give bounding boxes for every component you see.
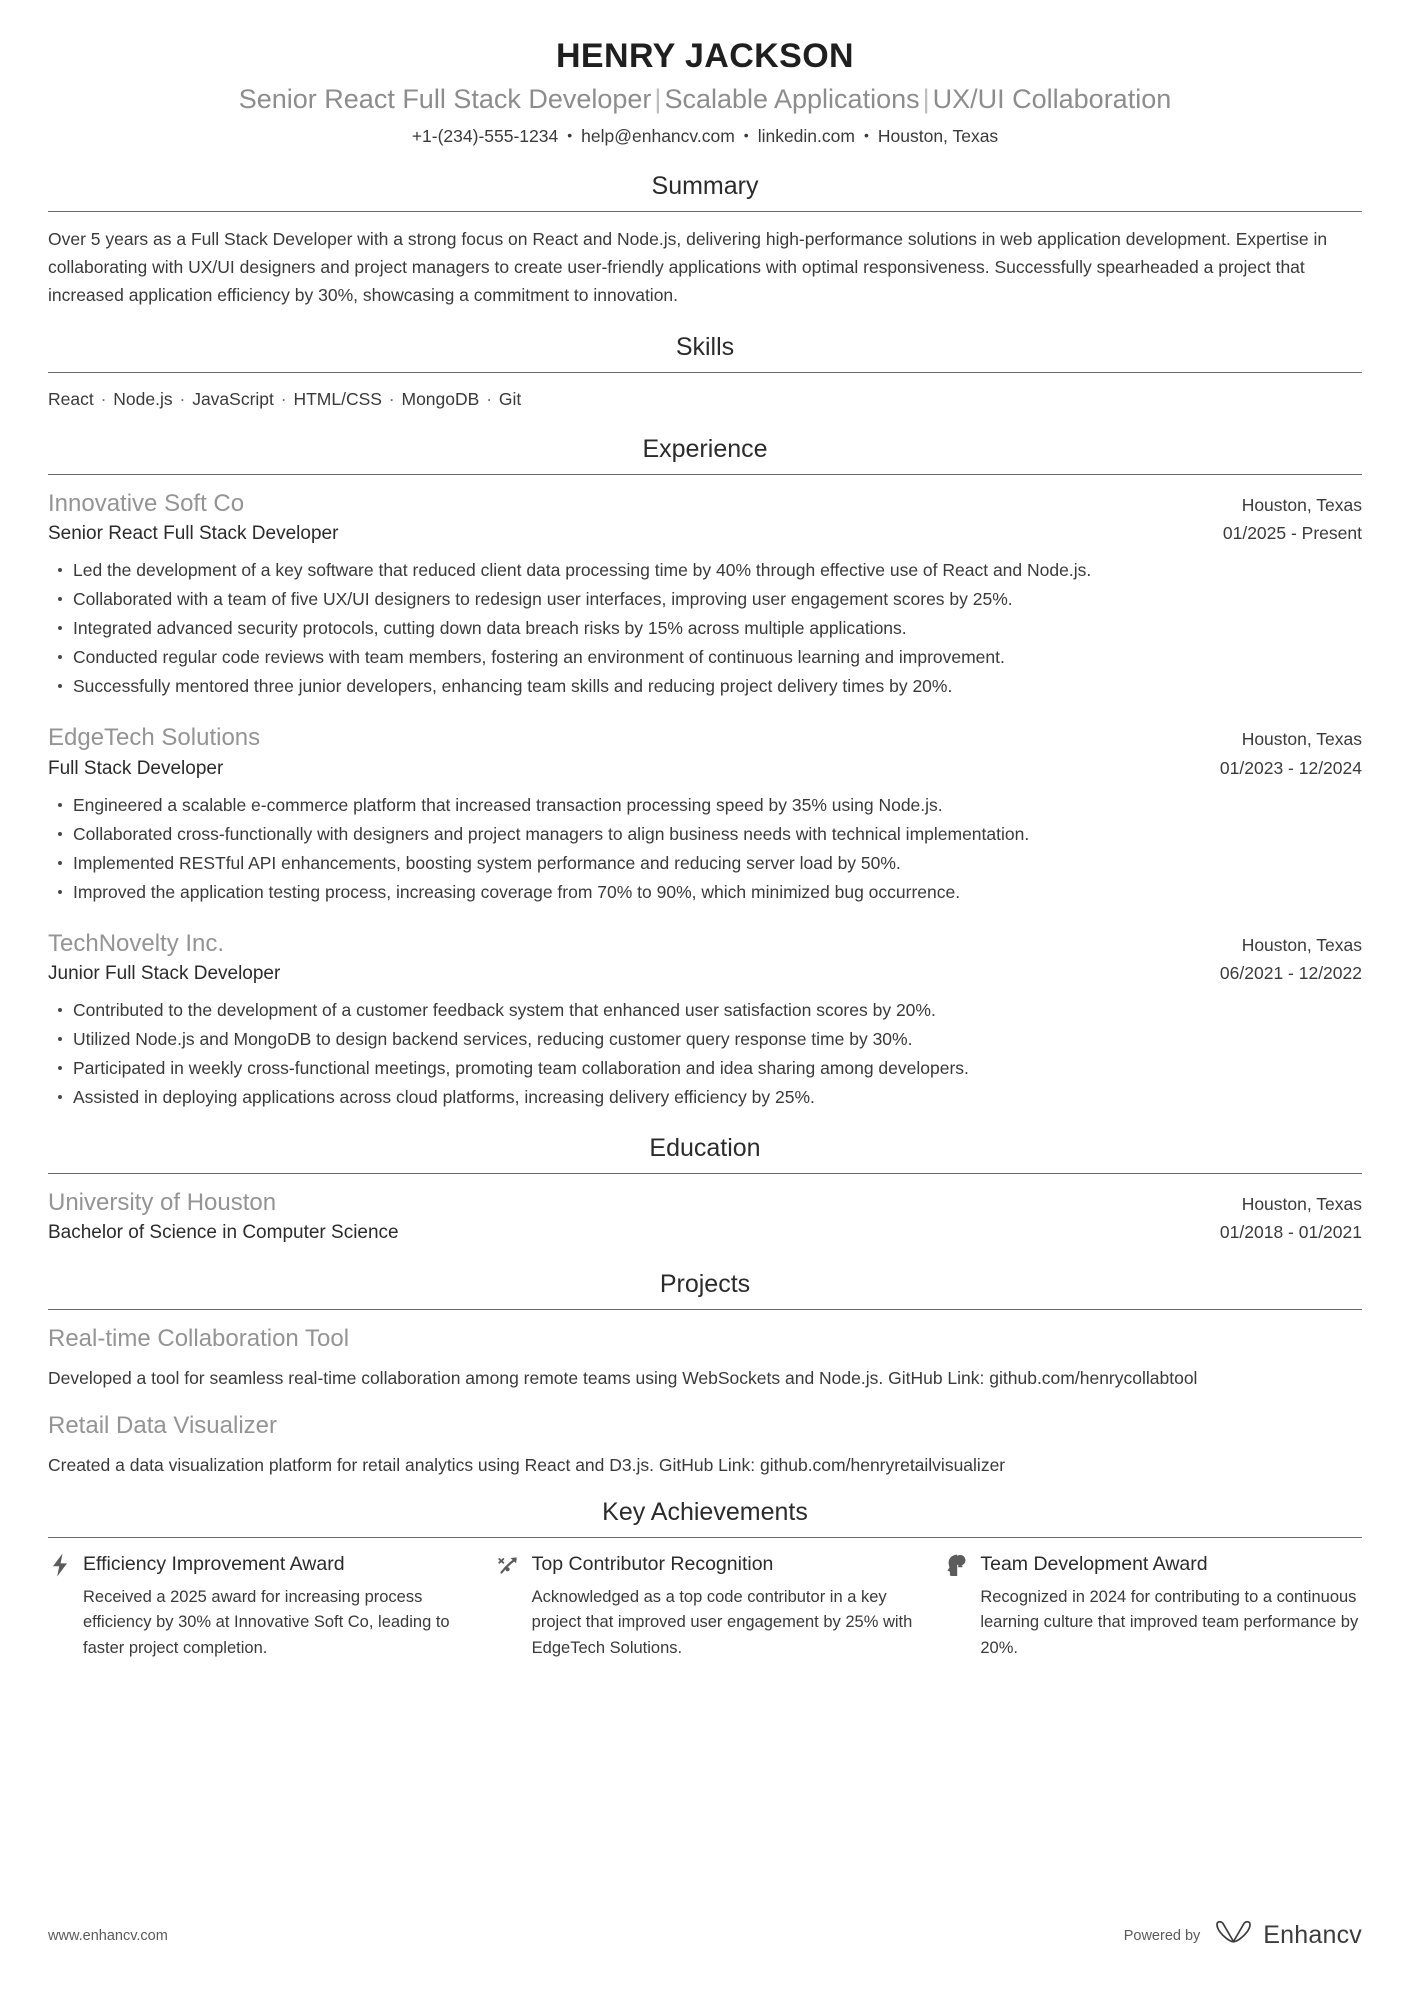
project-name: Real-time Collaboration Tool [48, 1324, 350, 1352]
employment-dates: 06/2021 - 12/2022 [1219, 962, 1362, 983]
project-entry [48, 1410, 1362, 1479]
experience-entry-header [48, 488, 1362, 520]
project-entry [48, 1323, 1362, 1392]
degree-title: Bachelor of Science in Computer Science [48, 1222, 399, 1244]
skill-separator: · [383, 388, 400, 409]
headline-part-2: Scalable Applications [664, 84, 920, 115]
experience-entry-header [48, 928, 1362, 960]
achievement-header [497, 1552, 914, 1578]
experience-entry-header [48, 722, 1362, 754]
achievement-title: Top Contributor Recognition [531, 1552, 774, 1575]
responsibility-list [48, 791, 1362, 906]
footer-website-url[interactable]: www.enhancv.com [48, 1927, 168, 1944]
section-experience [48, 434, 1362, 1111]
skill-item: MongoDB [401, 388, 480, 409]
headline-part-1: Senior React Full Stack Developer [238, 84, 652, 115]
project-name: Retail Data Visualizer [48, 1411, 277, 1439]
enhancv-wordmark: Enhancv [1263, 1921, 1362, 1949]
headline-separator-2: | [922, 84, 930, 115]
achievement-card [497, 1552, 914, 1662]
education-dates: 01/2018 - 01/2021 [1219, 1222, 1362, 1243]
contact-email[interactable]: help@enhancv.com [581, 126, 735, 147]
section-skills [48, 332, 1362, 412]
powered-by-label: Powered by [1123, 1927, 1201, 1944]
achievement-header [945, 1552, 1362, 1578]
experience-entry-subheader [48, 756, 1362, 782]
company-name: EdgeTech Solutions [48, 724, 261, 752]
responsibility-item: Led the development of a key software that reduced client data processing time by 40% through effective use of React and Node.js. [48, 556, 1362, 584]
education-entry [48, 1187, 1362, 1246]
school-location: Houston, Texas [1241, 1194, 1362, 1215]
employment-dates: 01/2023 - 12/2024 [1219, 757, 1362, 778]
achievement-description: Recognized in 2024 for contributing to a continuous learning culture that improved team performance by 20%. [980, 1587, 1359, 1657]
job-title: Full Stack Developer [48, 757, 224, 779]
skill-item: HTML/CSS [293, 388, 382, 409]
trending-up-arrow-icon [497, 1552, 521, 1578]
responsibility-item: Engineered a scalable e-commerce platform that increased transaction processing speed by 35% using Node.js. [48, 791, 1362, 819]
contact-dot-1: • [567, 127, 573, 144]
responsibility-list [48, 556, 1362, 700]
section-title-achievements: Key Achievements [602, 1497, 808, 1526]
contact-linkedin[interactable]: linkedin.com [757, 126, 855, 147]
achievement-card [48, 1552, 465, 1662]
company-location: Houston, Texas [1241, 495, 1362, 516]
section-projects [48, 1269, 1362, 1479]
project-description: Created a data visualization platform for retail analytics using React and D3.js. GitHub Link: github.com/henryretailvisualizer [48, 1454, 1006, 1475]
responsibility-item: Collaborated cross-functionally with designers and project managers to align business needs with technical implementation. [48, 820, 1362, 848]
employment-dates: 01/2025 - Present [1222, 523, 1362, 544]
education-entry-subheader [48, 1220, 1362, 1246]
resume-header [48, 34, 1362, 149]
experience-entry [48, 488, 1362, 700]
project-description: Developed a tool for seamless real-time collaboration among remote teams using WebSockets and Node.js. GitHub Link: github.com/henrycollabtool [48, 1367, 1198, 1388]
section-title-skills: Skills [675, 332, 735, 361]
section-title-projects: Projects [659, 1269, 751, 1298]
skill-item: React [48, 388, 94, 409]
education-entries [48, 1174, 1362, 1246]
skill-separator: · [95, 388, 112, 409]
job-title: Senior React Full Stack Developer [48, 523, 339, 545]
skill-separator: · [275, 388, 292, 409]
candidate-name: HENRY JACKSON [555, 37, 855, 75]
job-title: Junior Full Stack Developer [48, 962, 281, 984]
skill-separator: · [481, 388, 497, 409]
lightning-bolt-icon [48, 1552, 72, 1578]
section-education [48, 1133, 1362, 1246]
section-title-summary: Summary [651, 171, 759, 200]
enhancv-mark-icon [1214, 1920, 1254, 1951]
achievement-description: Received a 2025 award for increasing process efficiency by 30% at Innovative Soft Co, leading to faster project completion. [83, 1587, 450, 1657]
responsibility-item: Integrated advanced security protocols, cutting down data breach risks by 15% across multiple applications. [48, 614, 1362, 642]
achievement-card [945, 1552, 1362, 1662]
contact-dot-2: • [743, 127, 749, 144]
contact-line [48, 124, 1362, 149]
achievement-cards [48, 1538, 1362, 1662]
candidate-headline [48, 82, 1362, 117]
achievement-title: Team Development Award [980, 1552, 1208, 1575]
responsibility-item: Collaborated with a team of five UX/UI designers to redesign user interfaces, improving user engagement scores by 25%. [48, 585, 1362, 613]
skill-item: Node.js [113, 388, 173, 409]
skill-separator: · [174, 388, 191, 409]
school-name: University of Houston [48, 1189, 277, 1217]
responsibility-item: Participated in weekly cross-functional meetings, promoting team collaboration and idea sharing among developers. [48, 1054, 1362, 1082]
responsibility-item: Successfully mentored three junior developers, enhancing team skills and reducing project delivery times by 20%. [48, 672, 1362, 700]
responsibility-item: Contributed to the development of a customer feedback system that enhanced user satisfaction scores by 20%. [48, 996, 1362, 1024]
responsibility-item: Implemented RESTful API enhancements, boosting system performance and reducing server load by 50%. [48, 849, 1362, 877]
skill-item: Git [498, 388, 522, 409]
headline-part-3: UX/UI Collaboration [932, 84, 1172, 115]
company-name: Innovative Soft Co [48, 490, 245, 518]
responsibility-item: Conducted regular code reviews with team members, fostering an environment of continuous learning and improvement. [48, 643, 1362, 671]
responsibility-item: Improved the application testing process, increasing coverage from 70% to 90%, which minimized bug occurrence. [48, 878, 1362, 906]
enhancv-logo [1214, 1920, 1362, 1951]
education-entry-header [48, 1187, 1362, 1219]
experience-entry [48, 928, 1362, 1111]
section-achievements [48, 1497, 1362, 1662]
responsibility-list [48, 996, 1362, 1111]
section-title-education: Education [649, 1134, 761, 1163]
responsibility-item: Utilized Node.js and MongoDB to design backend services, reducing customer query response time by 30%. [48, 1025, 1362, 1053]
achievement-title: Efficiency Improvement Award [83, 1552, 345, 1575]
experience-entries [48, 475, 1362, 1111]
experience-entry-subheader [48, 961, 1362, 987]
footer-brand-block [1124, 1920, 1362, 1951]
contact-location: Houston, Texas [877, 126, 999, 147]
achievement-header [48, 1552, 465, 1578]
experience-entry-subheader [48, 521, 1362, 547]
summary-text: Over 5 years as a Full Stack Developer with a strong focus on React and Node.js, delivering high-performance solutions in web application development. Expertise in collaborating with UX/UI designers and project managers to create user-friendly applications with optimal responsiveness. Successfully spearheaded a project that increased application efficiency by 30%, showcasing a commitment to innovation. [48, 228, 1328, 306]
section-title-experience: Experience [642, 435, 768, 464]
headline-separator-1: | [654, 84, 662, 115]
company-location: Houston, Texas [1241, 934, 1362, 955]
company-name: TechNovelty Inc. [48, 929, 225, 957]
experience-entry [48, 722, 1362, 905]
contact-dot-3: • [863, 127, 869, 144]
head-idea-icon [945, 1552, 969, 1578]
project-entries [48, 1310, 1362, 1479]
page-footer [48, 1920, 1362, 1951]
contact-phone: +1-(234)-555-1234 [411, 126, 559, 147]
section-summary [48, 171, 1362, 310]
skill-item: JavaScript [192, 388, 274, 409]
responsibility-item: Assisted in deploying applications across cloud platforms, increasing delivery efficiency by 25%. [48, 1083, 1362, 1111]
skills-list [48, 386, 1362, 412]
achievement-description: Acknowledged as a top code contributor in a key project that improved user engagement by 25% with EdgeTech Solutions. [531, 1587, 913, 1657]
company-location: Houston, Texas [1241, 729, 1362, 750]
